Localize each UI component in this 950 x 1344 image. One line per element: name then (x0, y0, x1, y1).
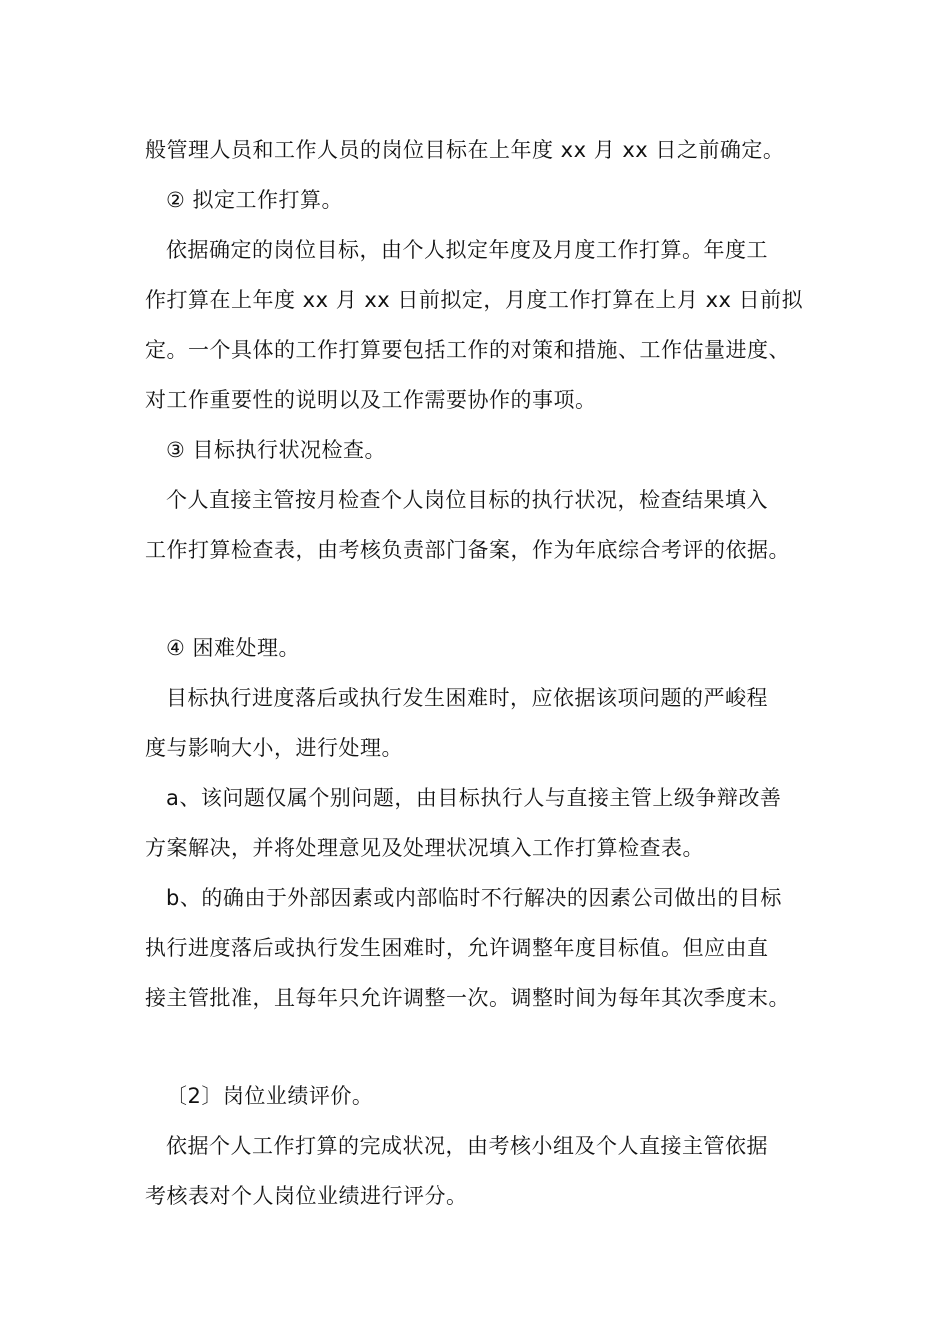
paragraph-line: 度与影响大小，进行处理。 (145, 736, 403, 760)
paragraph-line: 依据确定的岗位目标，由个人拟定年度及月度工作打算。年度工 (166, 238, 768, 262)
section-heading: ③ 目标执行状况检查。 (166, 438, 387, 462)
paragraph-line: 个人直接主管按月检查个人岗位目标的执行状况，检查结果填入 (166, 488, 768, 512)
paragraph-line: 定。一个具体的工作打算要包括工作的对策和措施、工作估量进度、 (145, 338, 790, 362)
list-item: b、的确由于外部因素或内部临时不行解决的因素公司做出的目标 (166, 886, 782, 910)
paragraph-line: 接主管批准，且每年只允许调整一次。调整时间为每年其次季度末。 (145, 986, 790, 1010)
paragraph-line: 方案解决，并将处理意见及处理状况填入工作打算检查表。 (145, 836, 704, 860)
paragraph-line: 工作打算检查表，由考核负责部门备案，作为年底综合考评的依据。 (145, 538, 790, 562)
paragraph-line: 考核表对个人岗位业绩进行评分。 (145, 1184, 468, 1208)
paragraph-line: 般管理人员和工作人员的岗位目标在上年度 xx 月 xx 日之前确定。 (145, 138, 785, 162)
section-heading: ④ 困难处理。 (166, 636, 301, 660)
paragraph-line: 依据个人工作打算的完成状况，由考核小组及个人直接主管依据 (166, 1134, 768, 1158)
section-heading: 〔2〕岗位业绩评价。 (166, 1084, 374, 1108)
paragraph-line: 作打算在上年度 xx 月 xx 日前拟定，月度工作打算在上月 xx 日前拟 (145, 288, 804, 312)
paragraph-line: 对工作重要性的说明以及工作需要协作的事项。 (145, 388, 597, 412)
paragraph-line: 目标执行进度落后或执行发生困难时，应依据该项问题的严峻程 (166, 686, 768, 710)
list-item: a、该问题仅属个别问题，由目标执行人与直接主管上级争辩改善 (166, 786, 782, 810)
section-heading: ② 拟定工作打算。 (166, 188, 344, 212)
paragraph-line: 执行进度落后或执行发生困难时，允许调整年度目标值。但应由直 (145, 936, 769, 960)
